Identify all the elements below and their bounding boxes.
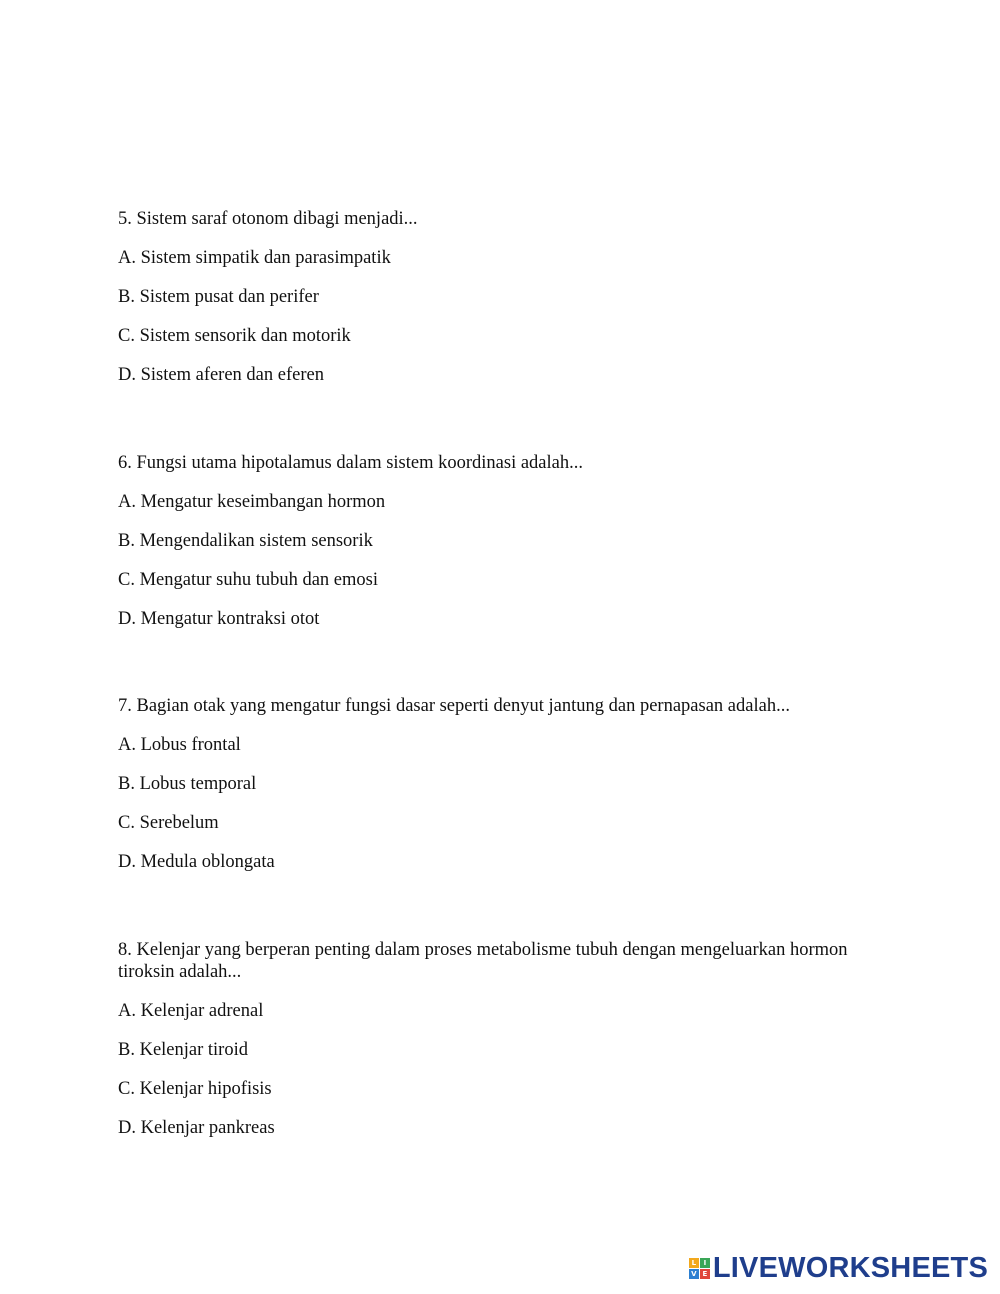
logo-mark-letter: I [700, 1258, 710, 1268]
option-a[interactable]: A. Mengatur keseimbangan hormon [118, 492, 386, 512]
option-a[interactable]: A. Lobus frontal [118, 735, 241, 755]
option-d[interactable]: D. Mengatur kontraksi otot [118, 609, 320, 629]
option-c[interactable]: C. Sistem sensorik dan motorik [118, 326, 351, 346]
question-text: 8. Kelenjar yang berperan penting dalam proses metabolisme tubuh dengan mengeluarkan hormon tiroksin adalah... [118, 940, 848, 982]
question-text: 6. Fungsi utama hipotalamus dalam sistem koordinasi adalah... [118, 453, 583, 473]
option-c[interactable]: C. Mengatur suhu tubuh dan emosi [118, 570, 379, 590]
option-b[interactable]: B. Mengendalikan sistem sensorik [118, 531, 373, 551]
option-c[interactable]: C. Serebelum [118, 813, 219, 833]
question-text: 7. Bagian otak yang mengatur fungsi dasar seperti denyut jantung dan pernapasan adalah... [118, 696, 790, 716]
option-d[interactable]: D. Sistem aferen dan eferen [118, 365, 324, 385]
option-d[interactable]: D. Kelenjar pankreas [118, 1118, 275, 1138]
option-a[interactable]: A. Sistem simpatik dan parasimpatik [118, 248, 391, 268]
question-6 [118, 452, 878, 629]
question-5 [118, 208, 878, 385]
option-b[interactable]: B. Sistem pusat dan perifer [118, 287, 319, 307]
logo-mark-letter: L [689, 1258, 699, 1268]
option-b[interactable]: B. Lobus temporal [118, 774, 257, 794]
logo-mark-letter: E [700, 1269, 710, 1279]
logo-mark-letter: V [689, 1269, 699, 1279]
option-a[interactable]: A. Kelenjar adrenal [118, 1001, 264, 1021]
liveworksheets-logo [689, 1252, 988, 1284]
logo-mark-icon [689, 1258, 710, 1279]
option-b[interactable]: B. Kelenjar tiroid [118, 1040, 248, 1060]
logo-text: LIVEWORKSHEETS [712, 1251, 988, 1284]
option-d[interactable]: D. Medula oblongata [118, 852, 275, 872]
question-8 [118, 939, 878, 1138]
option-c[interactable]: C. Kelenjar hipofisis [118, 1079, 272, 1099]
question-text: 5. Sistem saraf otonom dibagi menjadi... [118, 209, 418, 229]
question-7 [118, 695, 878, 872]
